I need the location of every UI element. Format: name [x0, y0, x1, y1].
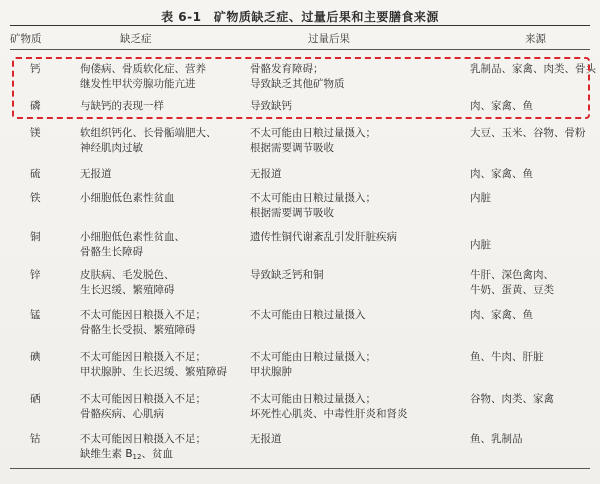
deficiency-line: 不太可能因日粮摄入不足； [80, 309, 206, 321]
excess-line: 不太可能由日粮过量摄入； [250, 127, 376, 139]
source-cell [470, 392, 554, 407]
header-mineral: 矿物质 [10, 33, 42, 45]
header-excess: 过量后果 [308, 33, 350, 45]
source-line: 大豆、玉米、谷物、骨粉 [470, 127, 586, 139]
source-cell [470, 238, 491, 253]
deficiency-line: 与缺钙的表现一样 [80, 100, 164, 112]
deficiency-cell [80, 126, 217, 156]
deficiency-cell [80, 268, 175, 298]
excess-line: 不太可能由日粮过量摄入； [250, 393, 376, 405]
source-cell [470, 268, 554, 298]
source-cell [470, 167, 533, 182]
table-top-rule [10, 25, 590, 26]
excess-cell [250, 432, 282, 447]
deficiency-line-vitamin [80, 447, 206, 465]
source-line: 内脏 [470, 192, 491, 204]
source-cell [470, 308, 533, 323]
deficiency-cell [80, 167, 112, 182]
mineral-cell: 铁 [30, 192, 41, 204]
source-cell [470, 350, 544, 365]
deficiency-line: 皮肤病、毛发脱色、 [80, 269, 175, 281]
deficiency-line: 骨骼生长障碍 [80, 246, 143, 258]
excess-line: 无报道 [250, 433, 282, 445]
excess-line: 坏死性心肌炎、中毒性肝炎和肾炎 [250, 408, 408, 420]
excess-cell [250, 191, 376, 221]
excess-line: 不太可能由日粮过量摄入 [250, 309, 366, 321]
excess-cell [250, 350, 376, 380]
deficiency-cell [80, 392, 206, 422]
highlight-box [12, 57, 590, 119]
excess-cell [250, 230, 397, 245]
source-line: 内脏 [470, 239, 491, 251]
source-line: 鱼、乳制品 [470, 433, 523, 445]
source-cell [470, 126, 586, 141]
excess-line: 根据需要调节吸收 [250, 207, 334, 219]
deficiency-line: 骨骼生长受损、繁殖障碍 [80, 324, 196, 336]
source-line: 牛肝、深色禽肉、 [470, 269, 554, 281]
mineral-cell: 硒 [30, 393, 41, 405]
deficiency-line: 神经肌肉过敏 [80, 142, 143, 154]
excess-line: 导致缺乏钙和铜 [250, 269, 324, 281]
header-source: 来源 [525, 33, 546, 45]
vitamin-text: 缺维生素 B [80, 448, 133, 460]
source-cell [470, 432, 523, 447]
mineral-cell: 镁 [30, 127, 41, 139]
deficiency-line: 生长迟缓、繁殖障碍 [80, 284, 175, 296]
excess-cell [250, 126, 376, 156]
deficiency-cell [80, 191, 175, 206]
source-line: 肉、家禽、鱼 [470, 309, 533, 321]
source-line: 牛奶、蛋黄、豆类 [470, 284, 554, 296]
source-line: 鱼、牛肉、肝脏 [470, 351, 544, 363]
mineral-cell: 硫 [30, 168, 41, 180]
deficiency-line: 佝偻病、骨质软化症、营养 [80, 63, 206, 75]
mineral-cell: 碘 [30, 351, 41, 363]
source-line: 肉、家禽、鱼 [470, 168, 533, 180]
header-deficiency: 缺乏症 [120, 33, 152, 45]
deficiency-cell [80, 308, 206, 338]
deficiency-line: 小细胞低色素性贫血 [80, 192, 175, 204]
mineral-cell: 铜 [30, 231, 41, 243]
deficiency-cell [80, 230, 185, 260]
anemia-text: 、贫血 [141, 448, 173, 460]
excess-cell [250, 167, 282, 182]
excess-line: 导致缺钙 [250, 100, 292, 112]
deficiency-line: 软组织钙化、长骨骺端肥大、 [80, 127, 217, 139]
excess-line: 骨骼发育障碍； [250, 63, 324, 75]
excess-line: 根据需要调节吸收 [250, 142, 334, 154]
deficiency-line: 不太可能因日粮摄入不足； [80, 393, 206, 405]
deficiency-line: 不太可能因日粮摄入不足； [80, 433, 206, 445]
deficiency-line: 甲状腺肿、生长迟缓、繁殖障碍 [80, 366, 227, 378]
excess-line: 不太可能由日粮过量摄入； [250, 192, 376, 204]
excess-cell [250, 392, 408, 422]
source-cell [470, 191, 491, 206]
deficiency-line: 骨骼疾病、心肌病 [80, 408, 164, 420]
excess-cell [250, 308, 366, 323]
mineral-cell: 磷 [30, 100, 41, 112]
mineral-cell: 钙 [30, 63, 41, 75]
excess-line: 不太可能由日粮过量摄入； [250, 351, 376, 363]
excess-cell [250, 268, 324, 283]
excess-line: 导致缺乏其他矿物质 [250, 78, 345, 90]
source-line: 谷物、肉类、家禽 [470, 393, 554, 405]
deficiency-cell [80, 350, 227, 380]
excess-line: 无报道 [250, 168, 282, 180]
deficiency-line: 继发性甲状旁腺功能亢进 [80, 78, 196, 90]
mineral-cell: 锰 [30, 309, 41, 321]
table-title: 表 6-1 矿物质缺乏症、过量后果和主要膳食来源 [161, 10, 439, 24]
excess-line: 甲状腺肿 [250, 366, 292, 378]
mineral-cell: 钴 [30, 433, 41, 445]
deficiency-line: 无报道 [80, 168, 112, 180]
deficiency-line: 不太可能因日粮摄入不足； [80, 351, 206, 363]
table-bottom-rule [10, 468, 590, 469]
deficiency-line: 小细胞低色素性贫血、 [80, 231, 185, 243]
deficiency-cell [80, 432, 206, 465]
excess-line: 遗传性铜代谢紊乱引发肝脏疾病 [250, 231, 397, 243]
mineral-cell: 锌 [30, 269, 41, 281]
table-header-rule [10, 49, 590, 50]
source-line: 乳制品、家禽、肉类、骨头 [470, 63, 596, 75]
source-line: 肉、家禽、鱼 [470, 100, 533, 112]
vitamin-subscript: 12 [132, 453, 142, 461]
table-header-row [0, 28, 600, 48]
